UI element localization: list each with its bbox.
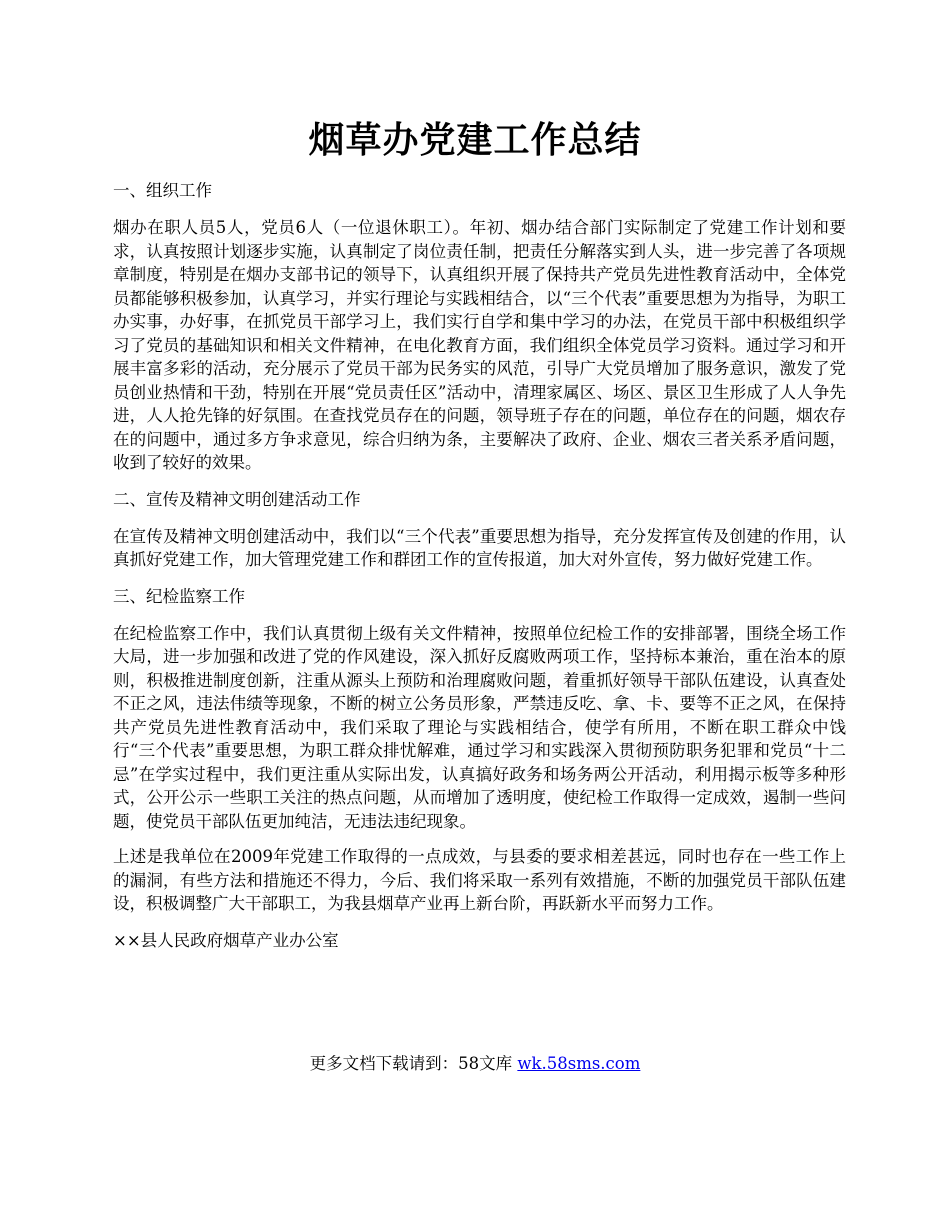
document-body	[113, 178, 846, 954]
conclusion-paragraph: 上述是我单位在2009年党建工作取得的一点成效，与县委的要求相差甚远，同时也存在一些工作上的漏洞，有些方法和措施还不得力，今后、我们将采取一系列有效措施，不断的加强党员干部队伍建设，积极调整广大干部职工，为我县烟草产业再上新台阶，再跃新水平而努力工作。	[113, 847, 846, 913]
section-body-publicity: 在宣传及精神文明创建活动中，我们以“三个代表”重要思想为指导，充分发挥宣传及创建的作用，认真抓好党建工作，加大管理党建工作和群团工作的宣传报道，加大对外宣传，努力做好党建工作。	[113, 526, 846, 569]
section-heading-publicity: 二、宣传及精神文明创建活动工作	[113, 489, 361, 509]
signoff-organization: ××县人民政府烟草产业办公室	[113, 930, 339, 950]
section-heading-discipline: 三、纪检监察工作	[113, 586, 245, 606]
section-body-organization: 烟办在职人员5人，党员6人（一位退休职工）。年初、烟办结合部门实际制定了党建工作计划和要求，认真按照计划逐步实施，认真制定了岗位责任制，把责任分解落实到人头，进一步完善了各项规章制度，特别是在烟办支部书记的领导下，认真组织开展了保持共产党员先进性教育活动中，全体党员都能够积极参加，认真学习，并实行理论与实践相结合，以“三个代表”重要思想为为指导，为职工办实事，办好事，在抓党员干部学习上，我们实行自学和集中学习的办法，在党员干部中积极组织学习了党员的基础知识和相关文件精神，在电化教育方面，我们组织全体党员学习资料。通过学习和开展丰富多彩的活动，充分展示了党员干部为民务实的风范，引导广大党员增加了服务意识，激发了党员创业热情和干劲，特别在开展“党员责任区”活动中，清理家属区、场区、景区卫生形成了人人争先进，人人抢先锋的好氛围。在查找党员存在的问题，领导班子存在的问题，单位存在的问题，烟农存在的问题中，通过多方争求意见，综合归纳为条，主要解决了政府、企业、烟农三者关系矛盾问题，收到了较好的效果。	[113, 218, 846, 472]
download-footer	[0, 1052, 950, 1076]
footer-link[interactable]: wk.58sms.com	[517, 1054, 641, 1073]
document-title: 烟草办党建工作总结	[308, 119, 642, 161]
section-heading-organization: 一、组织工作	[113, 181, 212, 200]
section-body-discipline: 在纪检监察工作中，我们认真贯彻上级有关文件精神，按照单位纪检工作的安排部署，围绕全场工作大局，进一步加强和改进了党的作风建设，深入抓好反腐败两项工作，坚持标本兼治，重在治本的原则，积极推进制度创新，注重从源头上预防和治理腐败问题，着重抓好领导干部队伍建设，认真查处不正之风，违法伟绩等现象，不断的树立公务员形象，严禁违反吃、拿、卡、要等不正之风，在保持共产党员先进性教育活动中，我们采取了理论与实践相结合，使学有所用，不断在职工群众中饯行“三个代表”重要思想，为职工群众排忧解难，通过学习和实践深入贯彻预防职务犯罪和党员“十二忌”在学实过程中，我们更注重从实际出发，认真搞好政务和场务两公开活动，利用揭示板等多种形式，公开公示一些职工关注的热点问题，从而增加了透明度，使纪检工作取得一定成效，遏制一些问题，使党员干部队伍更加纯洁，无违法违纪现象。	[113, 623, 846, 831]
footer-text: 更多文档下载请到：58文库	[309, 1054, 513, 1073]
